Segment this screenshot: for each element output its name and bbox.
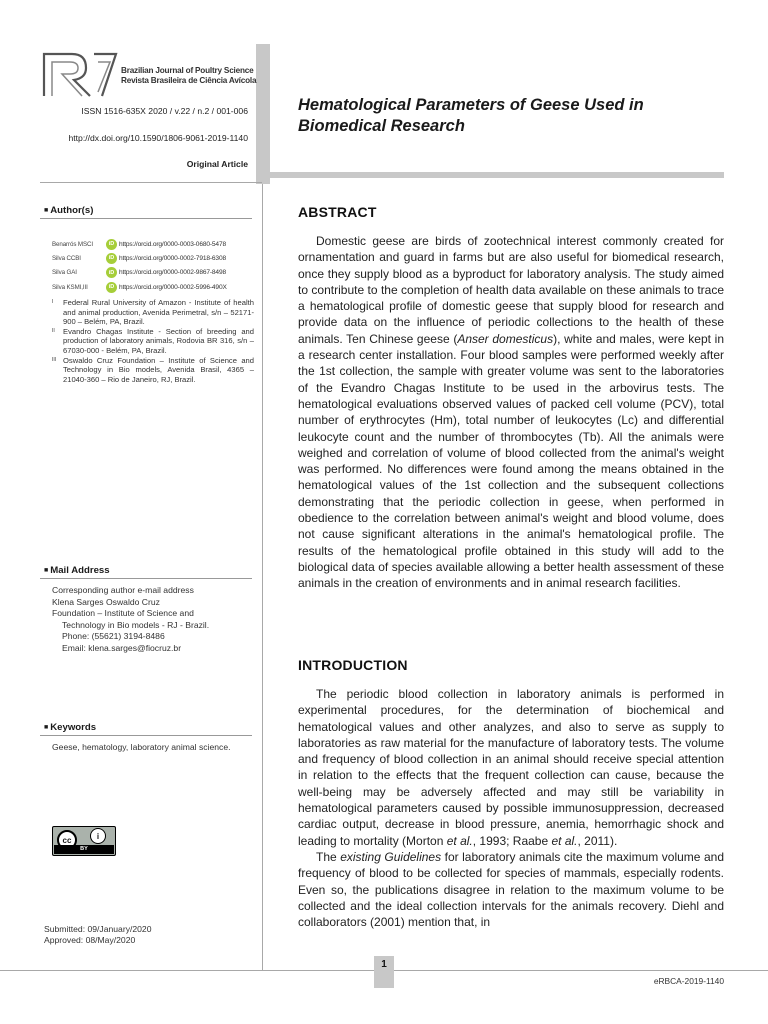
introduction-heading: INTRODUCTION: [298, 657, 408, 673]
affiliation-text: Evandro Chagas Institute - Section of breeding and production of laboratory animals, Rodovia BR 316, s/n – 67030-000 - Belém, PA, Brazil.: [63, 326, 254, 355]
authors-rule: [40, 218, 252, 219]
header-rule-left: [40, 182, 262, 183]
journal-name-en: Brazilian Journal of Poultry Science: [121, 66, 254, 75]
cc-icon: cc: [57, 830, 77, 850]
orcid-icon: iD: [106, 282, 117, 293]
orcid-icon: iD: [106, 253, 117, 264]
mail-line: Corresponding author e-mail address: [52, 585, 194, 595]
intro-etal: et al.: [446, 833, 473, 848]
gutter-bar: [256, 44, 270, 184]
mail-email[interactable]: Email: klena.sarges@fiocruz.br: [62, 642, 182, 653]
attribution-icon: i: [90, 828, 106, 844]
mail-line: Foundation – Institute of Science and: [52, 608, 194, 619]
affiliation-text: Federal Rural University of Amazon - Institute of health and animal production, Avenida Perimetral, s/n – 52171-900 – Belém, PA, Brazil.: [63, 298, 254, 327]
journal-logo-icon: [42, 48, 118, 100]
submitted-date: Submitted: 09/January/2020: [44, 924, 152, 934]
affiliation-mark: II: [52, 327, 55, 334]
abstract-heading: ABSTRACT: [298, 204, 377, 220]
orcid-link[interactable]: https://orcid.org/0000-0002-5996-490X: [119, 283, 227, 291]
article-title: Hematological Parameters of Geese Used in Biomedical Research: [298, 96, 644, 135]
mail-rule: [40, 578, 252, 579]
orcid-link[interactable]: https://orcid.org/0000-0003-0680-5478: [119, 240, 226, 248]
abstract-paragraph: [298, 233, 724, 592]
intro-italic: existing Guidelines: [340, 849, 442, 864]
intro-text: , 2011).: [577, 833, 618, 848]
affiliation-mark: III: [52, 356, 57, 363]
author-row: [52, 237, 227, 251]
page-number: 1: [374, 956, 394, 988]
intro-text: The periodic blood collection in laboratory animals is performed in experimental procedures, for the determination of biochemical and hematological values and other analyzes, and also to serve as supply to laboratories as raw material for the manufacture of laboratory tests. The volume and frequency of blood collection in an animal should receive special attention in relation to the effects that the frequent collection can cause, because the well-being may be adversely affected and may still be variability in hematological parameters caused by possible immunosuppression, decreased cardiac output, decrease in blood pressure, anemia, hemorrhagic shock and leading to mortality (Morton: [298, 687, 724, 848]
abstract-text: ), white and males, were kept in a research center installation. Four blood samples were performed weekly after the 1st collection, the sample with greater volume was sent to the laboratories of the Evandro Chagas Institute to be used in the arbovirus tests. The hematological evaluations observed values of packed cell volume (PCV), total number of erythrocytes (Hm), total number of leukocytes (Lc) and differential leukocyte count and the number of thrombocytes (Tb). All the animals were weighed and correlation of volume of blood collected from the animal's weight was performed. No differences were found among the means obtained in the hematological values of the 1st collection and the subsequent collections demonstrating that the periodic collection in geese, when performed in obedience to the correlation between animal's weight and blood volume, does not cause significant alterations in the animal's hematological profile. The results of the hematological profile obtained in this study will add to the biological data of species available allowing a better health assessment of these animals in the creation of environments and in animal research facilities.: [298, 331, 725, 591]
introduction-body: [298, 686, 724, 930]
affiliation: [52, 298, 254, 327]
intro-text: The: [316, 849, 341, 864]
species-name: Anser domesticus: [457, 331, 554, 346]
approved-date: Approved: 08/May/2020: [44, 935, 136, 946]
abstract-text: Domestic geese are birds of zootechnical interest commonly created for ornamentation and guard in farms but are also useful for biomedical research, once they supply blood as a byproduct for laboratory analysis. The study aimed to contribute to the completion of health data available on these animals to trace a hematological profile of domestic geese that supply blood for research and provide data on the influence of periodic collections to the health of these animals. Ten Chinese geese (: [298, 234, 724, 346]
cc-license-badge[interactable]: [52, 826, 116, 856]
orcid-icon: iD: [106, 267, 117, 278]
author-list: [52, 237, 227, 294]
abstract-body: [298, 233, 724, 592]
submission-dates: [44, 924, 152, 947]
orcid-link[interactable]: https://orcid.org/0000-0002-7918-6308: [119, 254, 226, 262]
intro-text: , 1993; Raabe: [472, 833, 552, 848]
authors-heading: ■ Author(s): [44, 205, 93, 216]
intro-paragraph: [298, 849, 724, 930]
intro-paragraph: [298, 686, 724, 849]
orcid-icon: iD: [106, 239, 117, 250]
affiliation: [52, 356, 254, 385]
author-name: Silva CCBI: [52, 254, 81, 262]
doi-link[interactable]: http://dx.doi.org/10.1590/1806-9061-2019-1140: [68, 133, 248, 143]
journal-name-pt: Revista Brasileira de Ciência Avícola: [121, 76, 257, 85]
orcid-link[interactable]: https://orcid.org/0000-0002-9867-8498: [119, 269, 226, 277]
affiliation-mark: I: [52, 299, 54, 305]
affiliation-text: Oswaldo Cruz Foundation – Institute of Science and Technology in Bio models, Avenida Brasil, 4365 – 21040-360 – Rio de Janeiro, RJ, Brazil.: [63, 355, 254, 384]
keywords-text: Geese, hematology, laboratory animal science.: [52, 742, 231, 752]
license-by-label: BY: [54, 845, 114, 854]
mail-phone: Phone: (55621) 3194-8486: [62, 631, 165, 642]
article-code: eRBCA-2019-1140: [653, 976, 724, 986]
header-rule: [262, 172, 724, 178]
author-name: Benarrós MSCI: [52, 240, 93, 248]
mail-line: Technology in Bio models - RJ - Brazil.: [62, 619, 210, 630]
affiliations: [52, 298, 254, 384]
author-row: [52, 266, 227, 280]
author-row: [52, 280, 227, 294]
author-name: Silva KSMI,III: [52, 283, 88, 291]
keywords-heading: ■ Keywords: [44, 722, 96, 733]
author-row: [52, 251, 227, 265]
journal-name: [121, 66, 256, 86]
intro-text: for laboratory animals cite the maximum volume and frequency of blood to be collected for species of mammals, especially rodents. Even so, the publications disagree in relation to the maximum volume to be collected and the ideal collection intervals for the animals recovery. Diehl and collaborators (2001) mention that, in: [298, 849, 724, 930]
author-name: Silva GAI: [52, 269, 77, 277]
issn: ISSN 1516-635X 2020 / v.22 / n.2 / 001-006: [81, 106, 248, 116]
mail-address: [52, 585, 256, 655]
mail-line: Klena Sarges Oswaldo Cruz: [52, 596, 160, 607]
article-type: Original Article: [186, 159, 248, 169]
mail-heading: ■ Mail Address: [44, 565, 110, 576]
column-divider: [262, 184, 263, 970]
affiliation: [52, 327, 254, 356]
intro-etal: et al.: [551, 833, 578, 848]
keywords-rule: [40, 735, 252, 736]
